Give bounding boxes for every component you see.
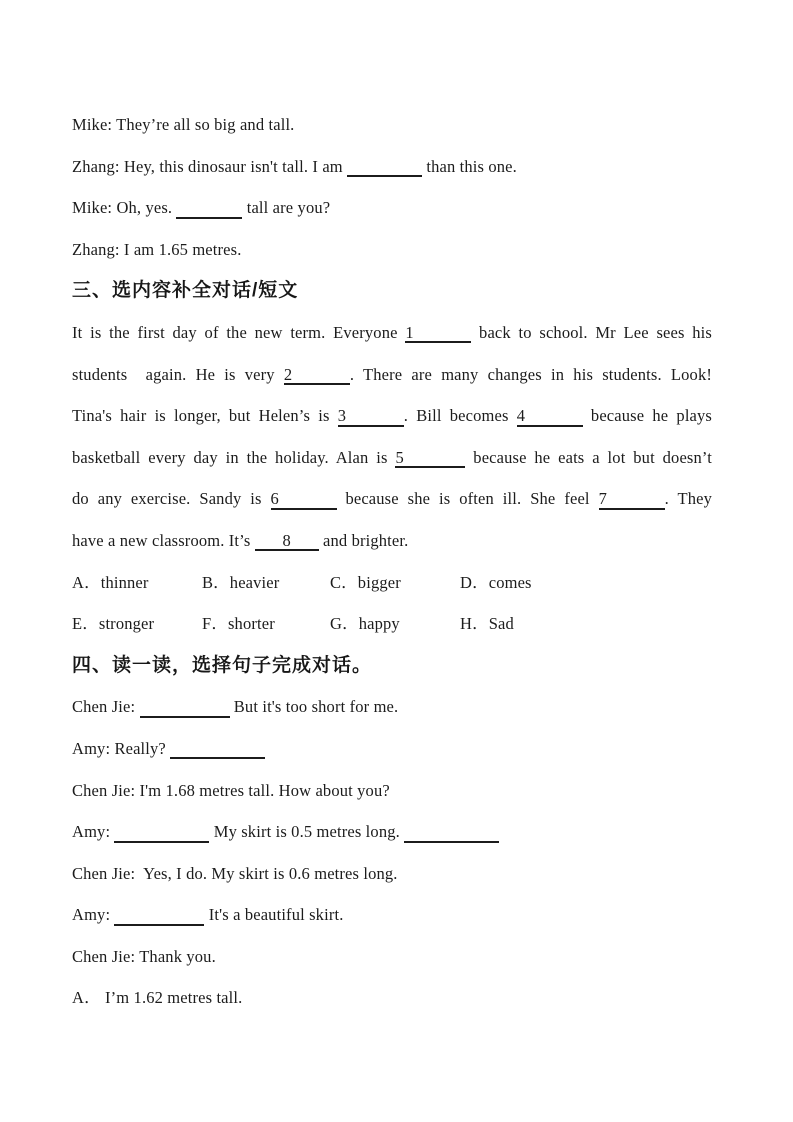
answer-options-section <box>72 977 793 1019</box>
answer-blank: 8 <box>255 533 319 552</box>
dialog-line <box>72 853 793 895</box>
dialog-line <box>72 936 793 978</box>
text-run: than this one. <box>422 156 517 176</box>
answer-blank: 3 <box>338 408 404 427</box>
text-run: Chen Jie: Yes, I do. My skirt is 0.6 metres long. <box>72 863 398 883</box>
text-run: It's a beautiful skirt. <box>204 905 344 925</box>
choices-section <box>72 562 793 645</box>
text-run: because he eats a lot but doesn’t <box>465 447 712 467</box>
answer-blank <box>114 824 209 843</box>
dialog-line <box>72 104 793 146</box>
text-run: Chen Jie: Thank you. <box>72 946 216 966</box>
choices-row <box>72 562 793 604</box>
text-run: because he plays <box>582 406 713 426</box>
dialog-line <box>72 894 793 936</box>
text-run: A． I’m 1.62 metres tall. <box>72 988 243 1008</box>
choice-item: H．Sad <box>460 614 514 634</box>
cloze-text-line <box>72 312 712 354</box>
text-run: Zhang: I am 1.65 metres. <box>72 239 242 259</box>
answer-blank <box>114 907 204 926</box>
text-run: . There are many changes in his students. Look! <box>349 364 712 384</box>
dialog-section <box>72 104 793 270</box>
cloze-section <box>72 312 793 562</box>
text-run: Chen Jie: I'm 1.68 metres tall. How about you? <box>72 780 390 800</box>
choice-item: A．thinner <box>72 572 149 592</box>
dialog-line <box>72 146 793 188</box>
text-run: and brighter. <box>318 530 409 550</box>
text-run: students again. He is very <box>72 364 284 384</box>
dialog-completion-section <box>72 686 793 977</box>
section4-heading: 四、读一读，选择句子完成对话。 <box>72 654 373 676</box>
text-run: Amy: <box>72 822 115 842</box>
text-run: tall are you? <box>242 198 331 218</box>
dialog-line <box>72 770 793 812</box>
cloze-text-line <box>72 354 712 396</box>
answer-blank: 7 <box>599 491 665 510</box>
answer-blank: 1 <box>405 325 471 344</box>
cloze-text-line <box>72 520 793 562</box>
cloze-text-line <box>72 478 712 520</box>
choice-item: G．happy <box>330 614 400 634</box>
text-run: Amy: <box>72 905 115 925</box>
text-run: because she is often ill. She feel <box>336 489 599 509</box>
choices-row <box>72 603 793 645</box>
text-run: . They <box>664 489 712 509</box>
answer-blank <box>176 200 242 219</box>
text-run: Mike: Oh, yes. <box>72 198 177 218</box>
text-run: Tina's hair is longer, but Helen’s is <box>72 406 338 426</box>
dialog-line <box>72 728 793 770</box>
text-run: Zhang: Hey, this dinosaur isn't tall. I am <box>72 156 348 176</box>
answer-blank: 6 <box>271 491 337 510</box>
text-run: basketball every day in the holiday. Alan is <box>72 447 396 467</box>
text-run: do any exercise. Sandy is <box>72 489 271 509</box>
text-run: Amy: Really? <box>72 738 171 758</box>
text-run: back to school. Mr Lee sees his <box>471 322 712 342</box>
choice-item: E．stronger <box>72 614 155 634</box>
answer-blank <box>347 159 422 178</box>
dialog-line <box>72 187 793 229</box>
answer-blank: 5 <box>395 450 465 469</box>
section3-heading: 三、选内容补全对话/短文 <box>72 280 299 302</box>
answer-blank <box>170 741 265 760</box>
answer-option-line <box>72 977 793 1019</box>
text-run: But it's too short for me. <box>229 697 399 717</box>
answer-blank <box>404 824 499 843</box>
text-run: It is the first day of the new term. Everyone <box>72 322 406 342</box>
answer-blank <box>140 699 230 718</box>
text-run: Mike: They’re all so big and tall. <box>72 115 295 134</box>
choice-item: D．comes <box>460 572 532 592</box>
text-run: Chen Jie: <box>72 697 140 717</box>
text-run: . Bill becomes <box>403 406 517 426</box>
dialog-line <box>72 811 793 853</box>
choice-item: C．bigger <box>330 572 401 592</box>
text-run: have a new classroom. It’s <box>72 530 255 550</box>
dialog-line <box>72 229 793 271</box>
cloze-text-line <box>72 395 712 437</box>
choice-item: F．shorter <box>202 614 275 634</box>
cloze-text-line <box>72 437 712 479</box>
answer-blank: 4 <box>517 408 583 427</box>
dialog-line <box>72 686 793 728</box>
choice-item: B．heavier <box>202 572 280 592</box>
answer-blank: 2 <box>284 367 350 386</box>
text-run: My skirt is 0.5 metres long. <box>209 822 405 842</box>
